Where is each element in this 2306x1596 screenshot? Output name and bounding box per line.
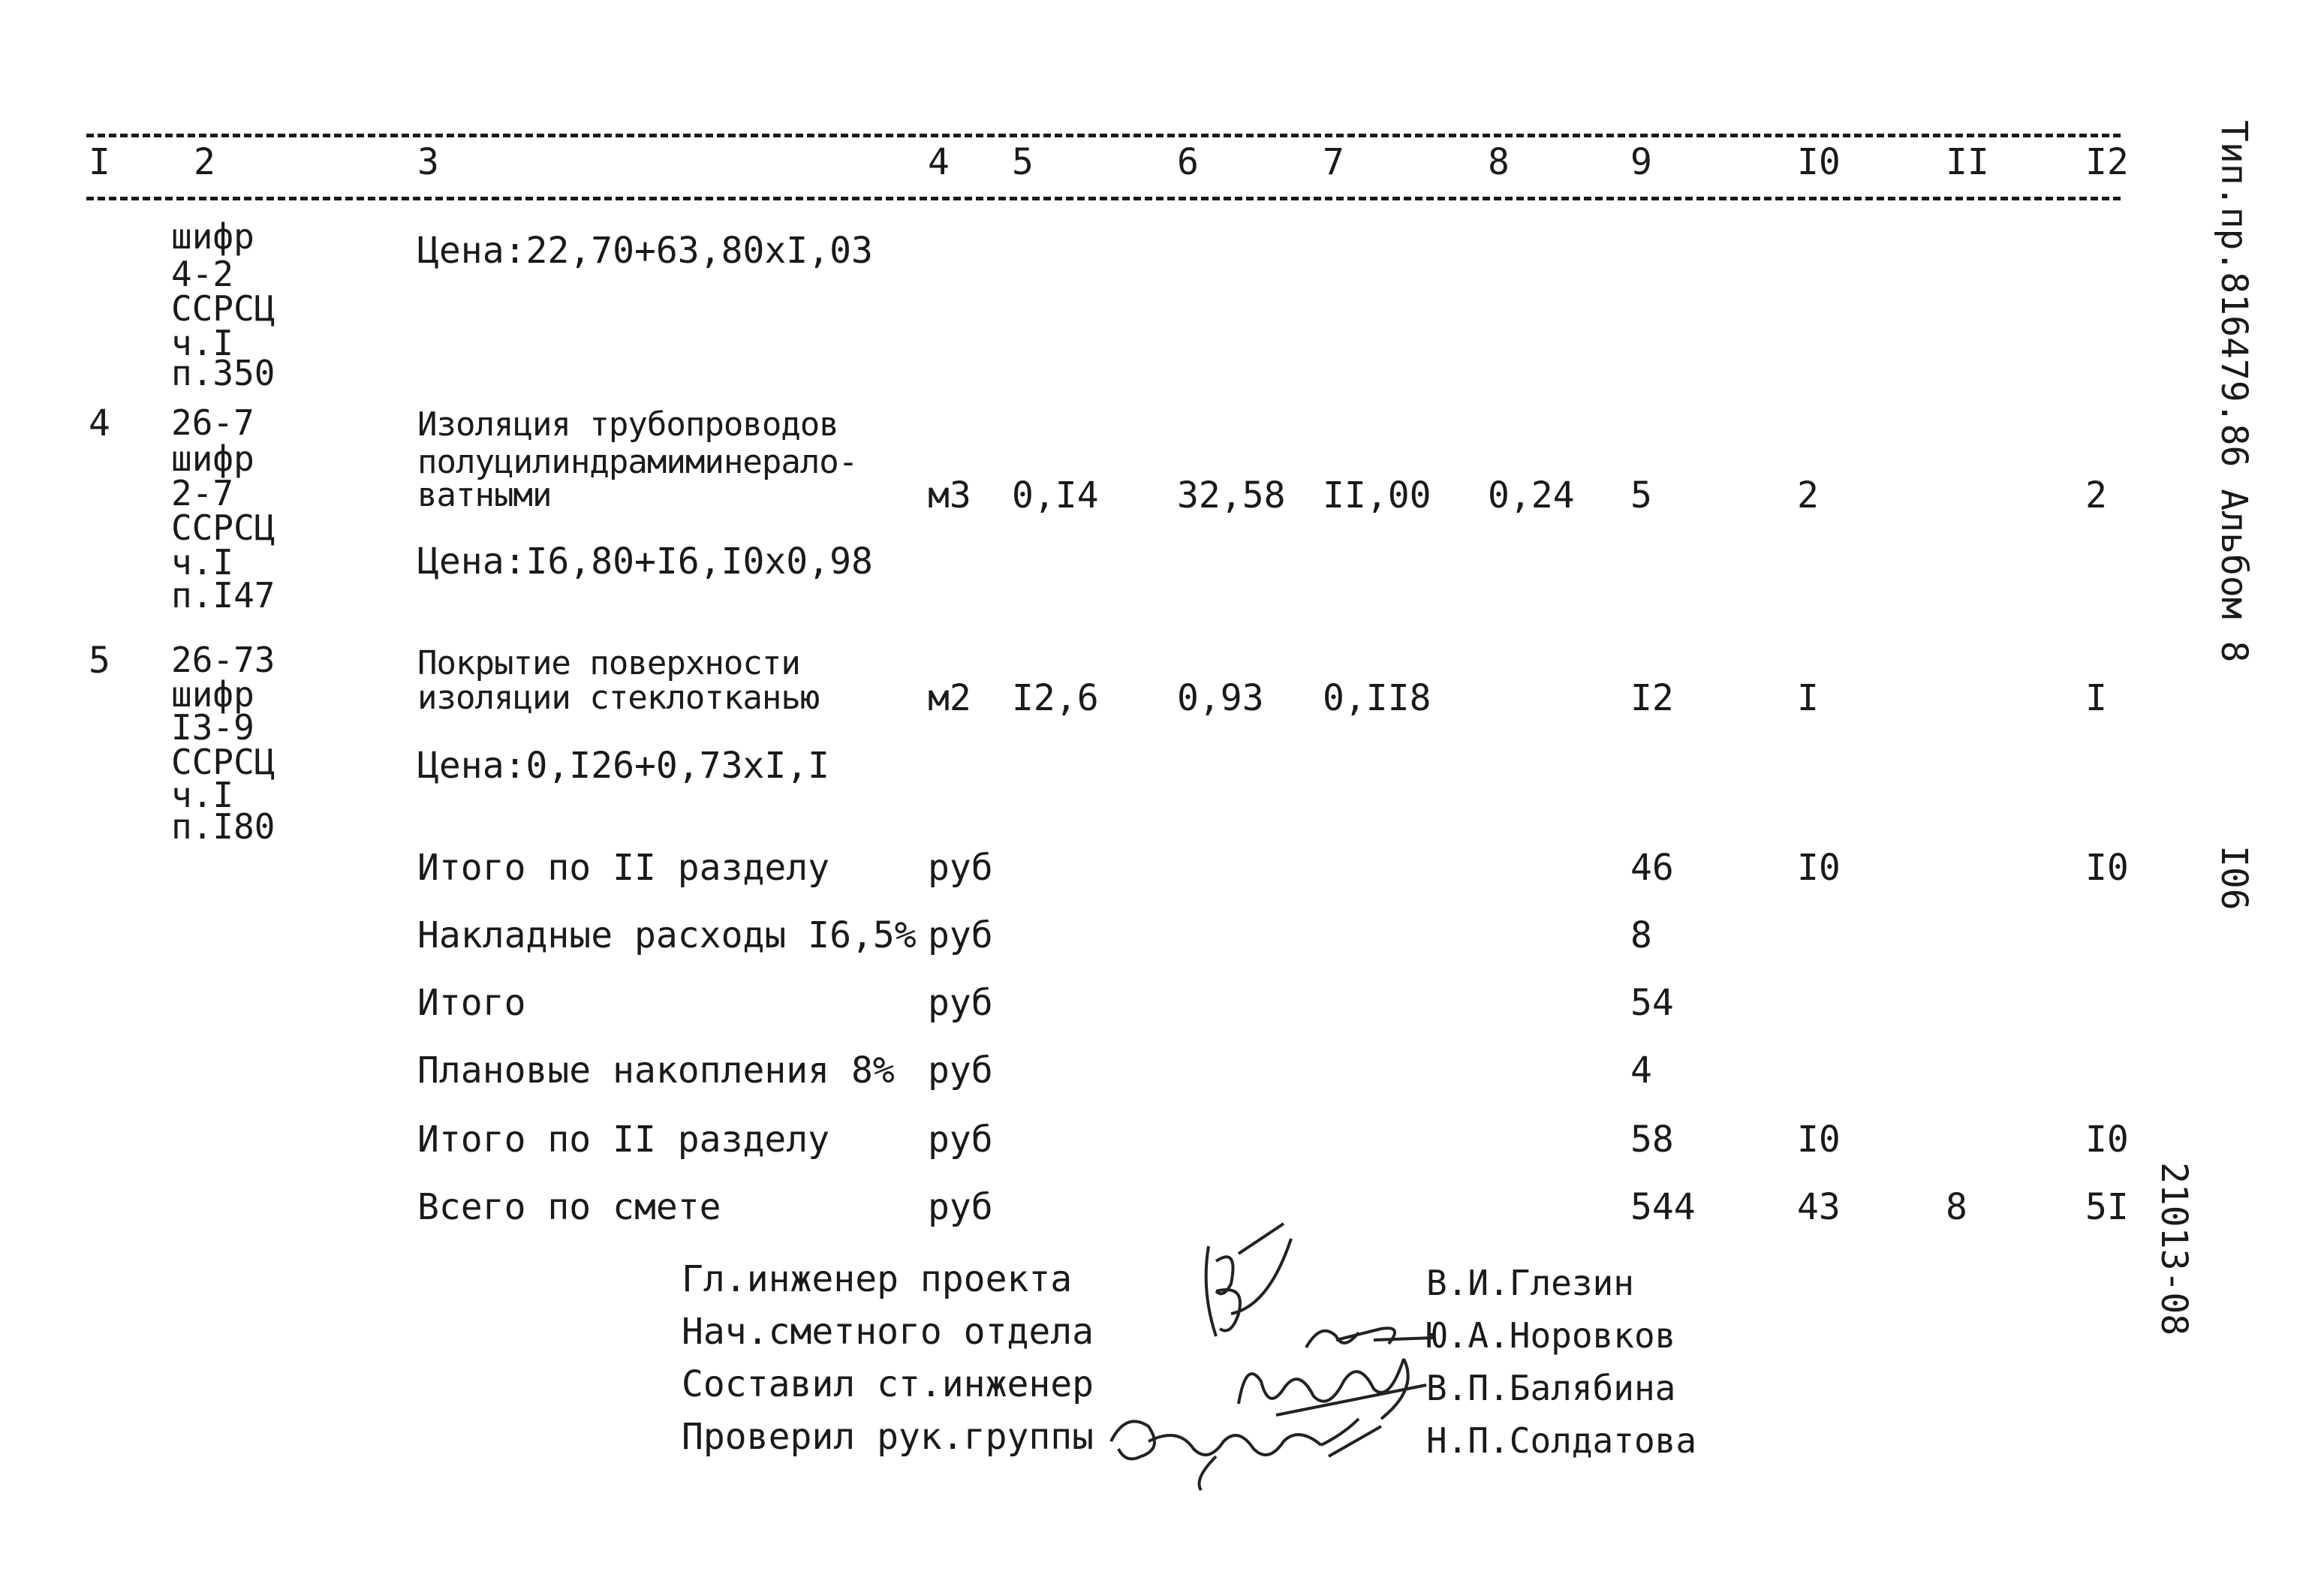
total-col10: I0 bbox=[1797, 847, 1841, 889]
row-col12: 2 bbox=[2085, 474, 2107, 516]
col-header-2: 2 bbox=[194, 141, 215, 183]
row-code-line: шифр bbox=[171, 438, 254, 479]
total-col9: 544 bbox=[1630, 1186, 1696, 1228]
row-col5: 0,I4 bbox=[1012, 474, 1099, 516]
row-code-line: шифр bbox=[171, 216, 254, 257]
row-description-line: ватными bbox=[417, 476, 552, 514]
signature-name: В.П.Балябина bbox=[1426, 1368, 1676, 1408]
total-col12: 5I bbox=[2085, 1186, 2129, 1228]
col-header-10: I0 bbox=[1797, 141, 1841, 183]
total-label: Всего по смете bbox=[417, 1186, 721, 1228]
col-header-7: 7 bbox=[1323, 141, 1344, 183]
row-unit: м2 bbox=[928, 677, 971, 719]
total-col9: 54 bbox=[1630, 982, 1674, 1024]
total-unit: руб bbox=[928, 1119, 993, 1161]
total-col12: I0 bbox=[2085, 1119, 2129, 1161]
row-price: Цена:I6,80+I6,I0х0,98 bbox=[417, 541, 873, 583]
row-code-line: 26-73 bbox=[171, 640, 275, 680]
total-col9: 8 bbox=[1630, 914, 1652, 956]
signature-name: Н.П.Солдатова bbox=[1426, 1420, 1697, 1461]
row-price: Цена:22,70+63,80хI,03 bbox=[417, 230, 873, 272]
total-col10: 43 bbox=[1797, 1186, 1841, 1228]
total-unit: руб bbox=[928, 847, 993, 889]
row-description-line: Изоляция трубопроводов bbox=[417, 405, 838, 444]
row-code-line: шифр bbox=[171, 674, 254, 715]
signature-role: Гл.инженер проекта bbox=[682, 1258, 1073, 1300]
row-description-line: Покрытие поверхности bbox=[417, 644, 800, 682]
signature-role: Проверил рук.группы bbox=[682, 1416, 1094, 1458]
handwritten-signature-1 bbox=[1186, 1216, 1306, 1344]
row-unit: м3 bbox=[928, 474, 971, 516]
row-col8: 0,24 bbox=[1488, 474, 1575, 516]
total-col12: I0 bbox=[2085, 847, 2129, 889]
col-header-9: 9 bbox=[1630, 141, 1652, 183]
row-col12: I bbox=[2085, 677, 2107, 719]
col-header-4: 4 bbox=[928, 141, 950, 183]
handwritten-signature-4 bbox=[1103, 1396, 1389, 1494]
total-label: Итого по II разделу bbox=[417, 847, 830, 889]
total-label: Накладные расходы I6,5% bbox=[417, 914, 917, 956]
total-col10: I0 bbox=[1797, 1119, 1841, 1161]
total-col9: 4 bbox=[1630, 1049, 1652, 1092]
row-col6: 0,93 bbox=[1177, 677, 1264, 719]
row-col5: I2,6 bbox=[1012, 677, 1099, 719]
signature-role: Нач.сметного отдела bbox=[682, 1311, 1094, 1353]
total-unit: руб bbox=[928, 982, 993, 1024]
row-col7: II,00 bbox=[1323, 474, 1431, 516]
row-code-line: п.350 bbox=[171, 353, 275, 393]
row-code-line: п.I80 bbox=[171, 806, 275, 847]
row-col10: I bbox=[1797, 677, 1819, 719]
row-number: 5 bbox=[89, 640, 110, 682]
total-label: Итого по II разделу bbox=[417, 1119, 830, 1161]
row-code-line: ч.I bbox=[171, 542, 234, 583]
row-code-line: ССРСЦ bbox=[171, 742, 275, 782]
total-unit: руб bbox=[928, 1186, 993, 1228]
row-code-line: п.I47 bbox=[171, 575, 275, 616]
row-col9: 5 bbox=[1630, 474, 1652, 516]
total-unit: руб bbox=[928, 1049, 993, 1092]
header-top-rule bbox=[86, 134, 2121, 137]
col-header-11: II bbox=[1946, 141, 1989, 183]
total-col11: 8 bbox=[1946, 1186, 1967, 1228]
total-label: Плановые накопления 8% bbox=[417, 1049, 895, 1092]
row-number: 4 bbox=[89, 402, 110, 444]
total-col9: 58 bbox=[1630, 1119, 1674, 1161]
col-header-3: 3 bbox=[417, 141, 439, 183]
signature-role: Составил ст.инженер bbox=[682, 1363, 1094, 1405]
row-col9: I2 bbox=[1630, 677, 1674, 719]
row-code-line: ч.I bbox=[171, 775, 234, 815]
col-header-8: 8 bbox=[1488, 141, 1510, 183]
col-header-5: 5 bbox=[1012, 141, 1034, 183]
row-code-line: I3-9 bbox=[171, 707, 254, 748]
row-description-line: изоляции стеклотканью bbox=[417, 679, 820, 717]
margin-document-number: 21013-08 bbox=[2153, 1162, 2195, 1336]
total-unit: руб bbox=[928, 914, 993, 956]
row-code-line: 4-2 bbox=[171, 254, 234, 294]
margin-stamp: Тип.пр.816479.86 Альбом 8 bbox=[2213, 120, 2255, 663]
col-header-12: I2 bbox=[2085, 141, 2129, 183]
header-bottom-rule bbox=[86, 197, 2121, 200]
row-description-line: полуцилиндрамиминерало- bbox=[417, 443, 858, 481]
row-code-line: ч.I bbox=[171, 323, 234, 363]
row-col7: 0,II8 bbox=[1323, 677, 1431, 719]
row-code-line: 2-7 bbox=[171, 473, 234, 513]
row-col6: 32,58 bbox=[1177, 474, 1286, 516]
col-header-1: I bbox=[89, 141, 110, 183]
col-header-6: 6 bbox=[1177, 141, 1199, 183]
signature-name: В.И.Глезин bbox=[1426, 1263, 1634, 1303]
row-code-line: 26-7 bbox=[171, 402, 254, 443]
row-price: Цена:0,I26+0,73хI,I bbox=[417, 745, 830, 787]
total-label: Итого bbox=[417, 982, 526, 1024]
row-col10: 2 bbox=[1797, 474, 1819, 516]
total-col9: 46 bbox=[1630, 847, 1674, 889]
row-code-line: ССРСЦ bbox=[171, 507, 275, 548]
margin-page-number: I06 bbox=[2213, 845, 2255, 911]
row-code-line: ССРСЦ bbox=[171, 288, 275, 329]
signature-name: Ю.А.Норовков bbox=[1426, 1315, 1676, 1356]
